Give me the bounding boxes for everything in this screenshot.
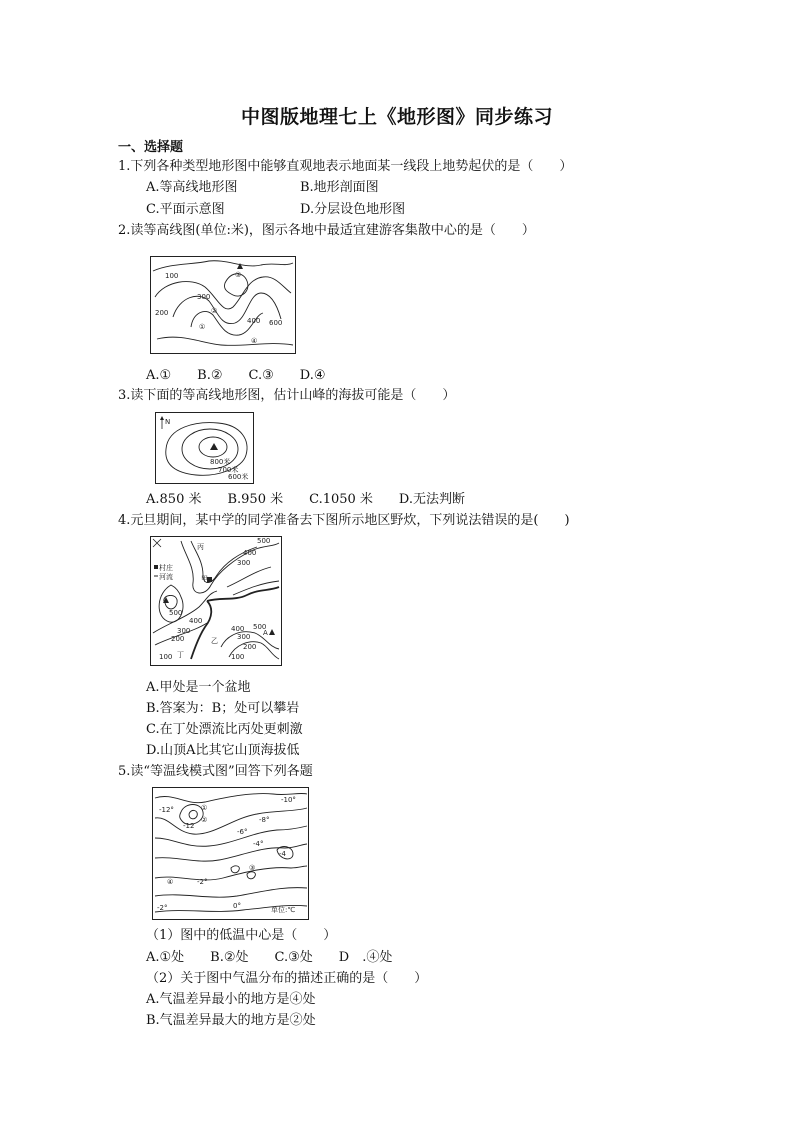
village-icon [154, 565, 158, 569]
map-marker-4: ④ [167, 878, 174, 886]
map-label-yi: 乙 [211, 637, 218, 645]
section-heading: 一、选择题 [118, 140, 184, 155]
isotherm-label: -12 [183, 822, 195, 830]
map-marker-1: ① [199, 323, 206, 331]
question-5-sub1-options: A.①处 B.②处 C.③处 D .④处 [146, 950, 393, 965]
map-marker-2: ② [201, 816, 208, 824]
river-line [191, 601, 211, 659]
question-1-stem: 1.下列各种类型地形图中能够直观地表示地面某一线段上地势起伏的是（ ） [118, 159, 573, 174]
question-3-stem: 3.读下面的等高线地形图，估计山峰的海拔可能是（ ） [118, 388, 456, 403]
map-label-jia: 甲 [201, 575, 208, 583]
question-4-contour-map [150, 536, 282, 666]
river-line [207, 587, 279, 601]
question-4-stem: 4.元旦期间，某中学的同学准备去下图所示地区野炊，下列说法错误的是( ) [118, 513, 570, 528]
question-1-option-a: A.等高线地形图 [146, 180, 238, 195]
map-marker-1: ① [201, 804, 208, 812]
contour-label: 300 [177, 627, 191, 635]
map-marker-2: ② [211, 307, 218, 315]
question-5-sub2-option-a: A.气温差异最小的地方是④处 [146, 992, 316, 1007]
map-marker-3: ③ [235, 271, 242, 279]
unit-label: 单位:℃ [271, 906, 296, 914]
question-5-sub2-option-b: B.气温差异最大的地方是②处 [146, 1013, 316, 1028]
contour-label: 800米 [210, 458, 231, 466]
contour-label: 600 [269, 319, 283, 327]
north-label: N [165, 418, 171, 426]
isotherm-label: 0° [233, 902, 241, 910]
question-5-sub1-stem: （1）图中的低温中心是（ ） [146, 928, 337, 943]
isotherm-label: -6° [237, 828, 248, 836]
map-marker-3: ③ [249, 864, 256, 872]
isotherm-label: -2° [197, 878, 208, 886]
peak-icon [210, 443, 218, 450]
question-5-isotherm-map [152, 787, 309, 920]
contour-label: 100 [165, 272, 179, 280]
isotherm-label: -10° [281, 796, 296, 804]
contour-label: 300 [237, 559, 251, 567]
legend-village: 村庄 [159, 564, 173, 572]
question-3-options: A.850 米 B.950 米 C.1050 米 D.无法判断 [146, 492, 466, 507]
page-title: 中图版地理七上《地形图》同步练习 [240, 106, 553, 128]
isotherm-label: -8° [259, 816, 270, 824]
isotherm-label: -2° [157, 904, 168, 912]
question-1-option-d: D.分层设色地形图 [300, 202, 406, 217]
contour-label: 400 [189, 617, 203, 625]
north-arrow-icon [160, 416, 164, 420]
contour-label: 300 [197, 293, 211, 301]
isotherm-label: -4° [253, 840, 264, 848]
contour-label: 400 [247, 317, 261, 325]
question-4-option-a: A.甲处是一个盆地 [146, 680, 251, 695]
peak-icon [269, 629, 275, 635]
contour-label: 700米 [218, 466, 239, 474]
question-4-option-d: D.山顶A比其它山顶海拔低 [146, 743, 300, 758]
contour-label: 100 [159, 653, 173, 661]
map-label-bing: 丙 [197, 543, 204, 551]
isotherm-label: -12° [159, 806, 174, 814]
question-5-sub2-stem: （2）关于图中气温分布的描述正确的是（ ） [146, 971, 428, 986]
map-label-ding: 丁 [177, 651, 184, 659]
map-label-a: A [263, 629, 268, 637]
contour-label: 300 [237, 633, 251, 641]
contour-label: 200 [155, 309, 169, 317]
question-1-option-c: C.平面示意图 [146, 202, 225, 217]
question-2-contour-map [150, 256, 296, 354]
contour-label: 200 [243, 643, 257, 651]
contour-label: 500 [257, 537, 271, 545]
question-1-option-b: B.地形剖面图 [300, 180, 379, 195]
question-5-stem: 5.读“等温线模式图”回答下列各题 [118, 764, 313, 779]
contour-label: 200 [171, 635, 185, 643]
question-2-options: A.① B.② C.③ D.④ [146, 368, 326, 383]
contour-label: 100 [231, 653, 245, 661]
contour-label: 500 [253, 623, 267, 631]
question-4-option-c: C.在丁处漂流比丙处更刺激 [146, 722, 303, 737]
map-marker-4: ④ [251, 337, 258, 345]
question-2-stem: 2.读等高线图(单位:米)，图示各地中最适宜建游客集散中心的是（ ） [118, 223, 535, 238]
question-3-contour-map [155, 412, 254, 484]
contour-label: 500 [169, 609, 183, 617]
contour-label: 400 [231, 625, 245, 633]
question-4-option-b: B.答案为：B；处可以攀岩 [146, 701, 300, 716]
contour-label: 400 [243, 549, 257, 557]
isotherm-label: -4 [279, 850, 286, 858]
legend-river: 河流 [159, 573, 173, 581]
contour-label: 600米 [228, 473, 249, 481]
